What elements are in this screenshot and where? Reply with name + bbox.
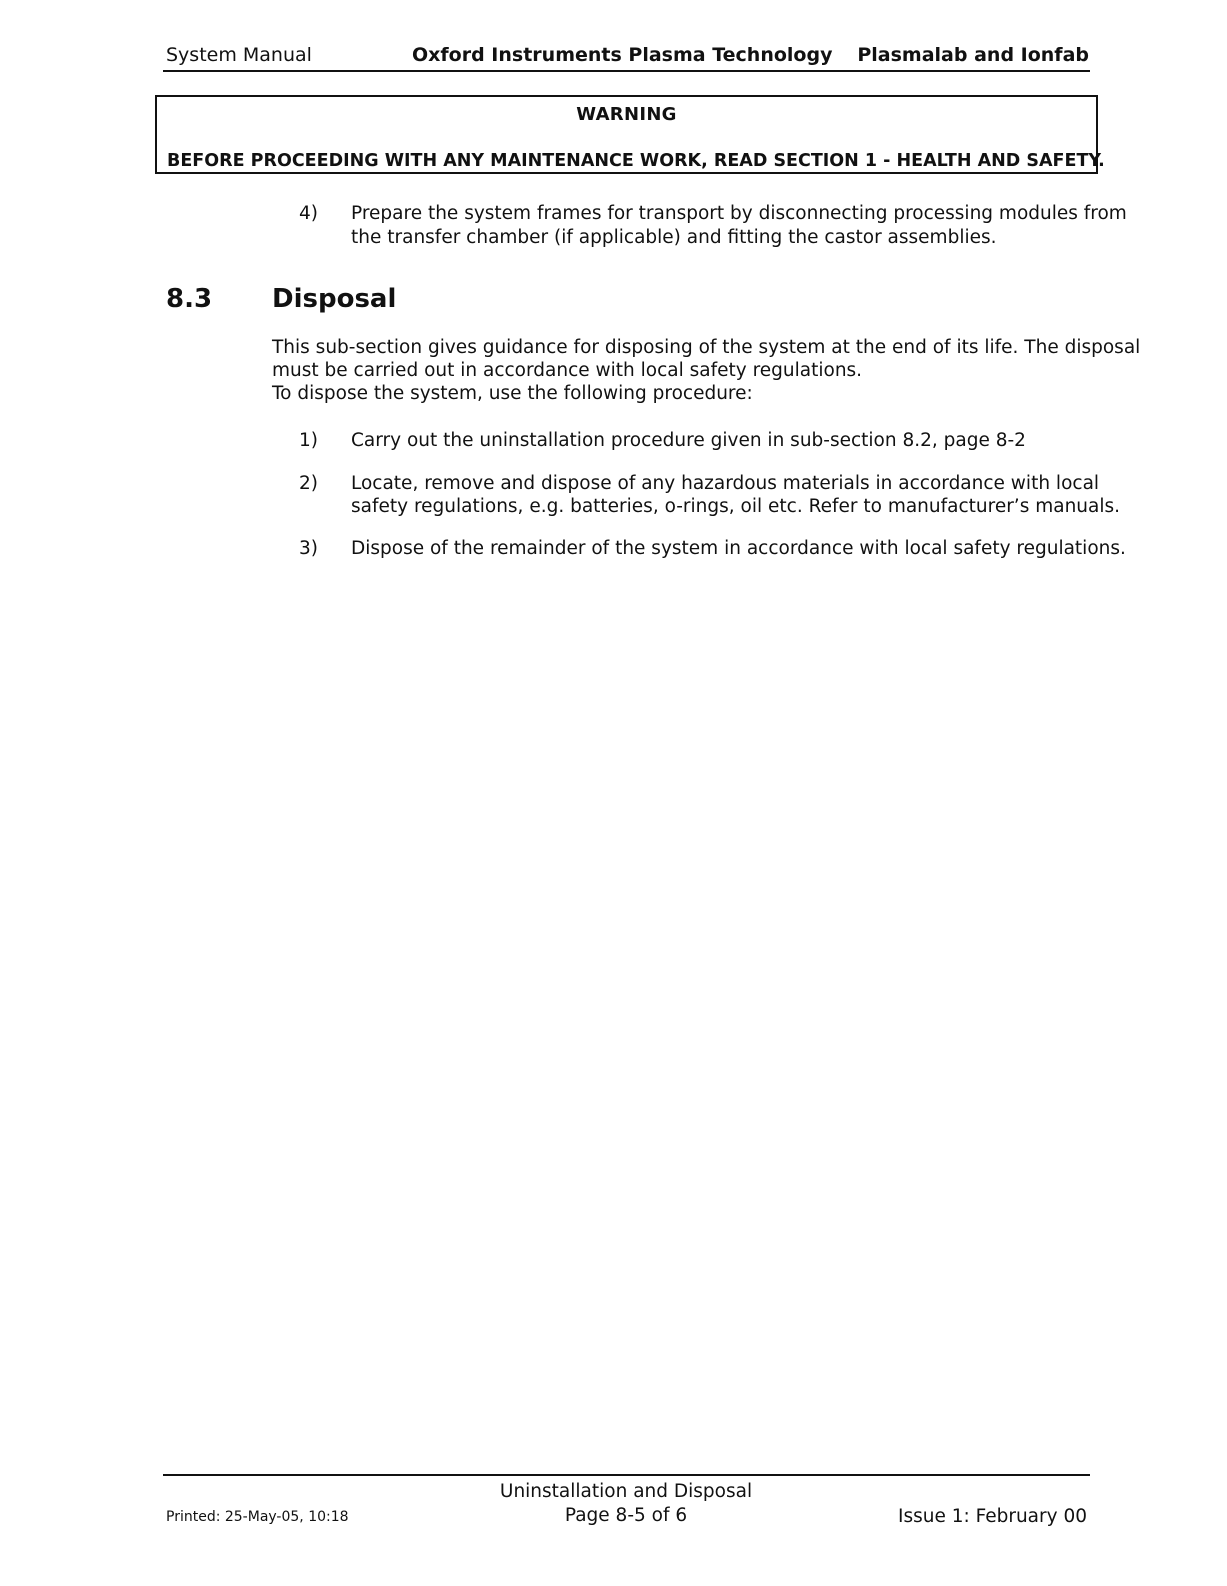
- step-text: Dispose of the remainder of the system in accordance with local safety regulations.: [351, 538, 1126, 559]
- step-text: safety regulations, e.g. batteries, o-rings, oil etc. Refer to manufacturer’s manuals.: [351, 496, 1121, 517]
- intro-paragraph-line: To dispose the system, use the following procedure:: [272, 383, 753, 404]
- step-number: 1): [299, 430, 318, 451]
- warning-box: [155, 95, 1105, 174]
- header-product: Plasmalab and Ionfab: [857, 44, 1089, 66]
- list-item-number: 4): [299, 203, 318, 224]
- header-company: Oxford Instruments Plasma Technology: [412, 44, 833, 66]
- list-item-text: the transfer chamber (if applicable) and fitting the castor assemblies.: [351, 227, 997, 248]
- section-title: Disposal: [272, 284, 397, 314]
- intro-paragraph-line: must be carried out in accordance with local safety regulations.: [272, 360, 863, 381]
- intro-paragraph-line: This sub-section gives guidance for disposing of the system at the end of its life. The disposal: [272, 337, 1141, 358]
- footer-page-number: Page 8-5 of 6: [564, 1505, 688, 1526]
- section-number: 8.3: [166, 284, 213, 314]
- footer-rule: [163, 1474, 1090, 1476]
- warning-title: WARNING: [576, 104, 677, 125]
- header-doc-type: System Manual: [166, 44, 312, 66]
- footer-printed-date: Printed: 25-May-05, 10:18: [166, 1509, 349, 1525]
- footer-issue: Issue 1: February 00: [897, 1506, 1087, 1527]
- header-rule: [163, 70, 1090, 72]
- list-item-text: Prepare the system frames for transport by disconnecting processing modules from: [351, 203, 1127, 224]
- step-number: 3): [299, 538, 318, 559]
- step-text: Locate, remove and dispose of any hazardous materials in accordance with local: [351, 473, 1100, 494]
- step-number: 2): [299, 473, 318, 494]
- footer-chapter: Uninstallation and Disposal: [499, 1481, 753, 1502]
- warning-text: BEFORE PROCEEDING WITH ANY MAINTENANCE WORK, READ SECTION 1 - HEALTH AND SAFETY.: [167, 151, 1105, 171]
- step-text: Carry out the uninstallation procedure given in sub-section 8.2, page 8-2: [351, 430, 1026, 451]
